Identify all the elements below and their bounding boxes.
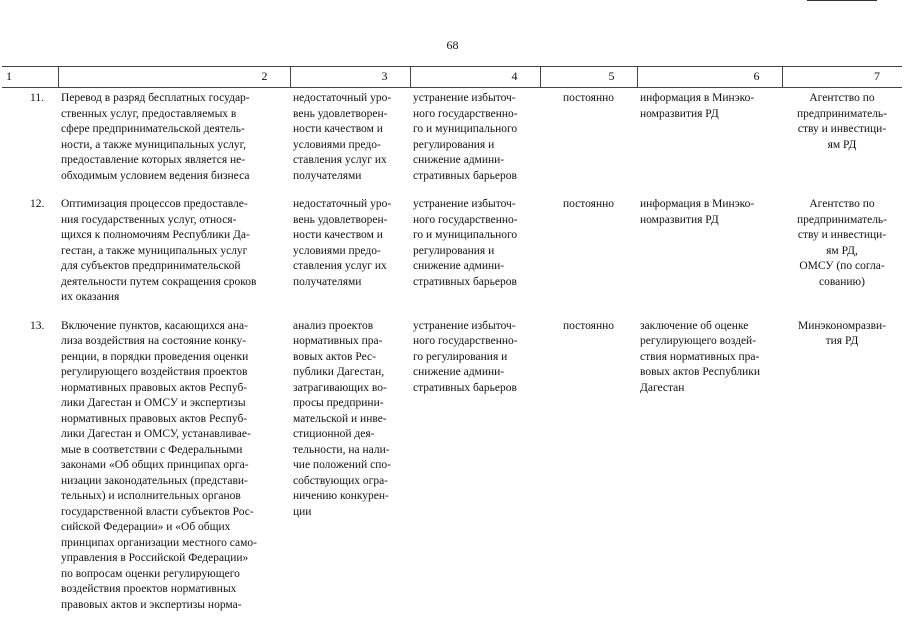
column-number-7: 7	[782, 67, 902, 88]
column-number-3: 3	[290, 67, 410, 88]
page-number: 68	[446, 38, 459, 52]
problem-text: недостаточный уро- вень удовлетворен- ности качеством и условиями предо- ставления услуг их получателями	[293, 92, 392, 182]
result-text: устранение избыточ- ного государственно- го регулирования и снижение админи- стративных барьеров	[413, 319, 518, 394]
table-row	[2, 88, 902, 195]
responsible-text: Агентство по предприниматель- ству и инвестици- ям РД	[796, 92, 888, 151]
table-row	[2, 194, 902, 316]
term-text: постоянно	[562, 198, 615, 210]
row-number: 13.	[30, 319, 45, 332]
column-number-6: 6	[637, 67, 782, 88]
top-rule	[807, 0, 877, 1]
problem-text: анализ проектов нормативных пра- вовых актов Рес- публики Дагестан, затрагивающих во- просы предприни- мательской и инве- стиционной дея- тельности, на нали- чие положений спо- собствующих огра- ничению конкурен- ции	[293, 319, 391, 518]
result-text: устранение избыточ- ного государственно- го и муниципального регулирования и снижение админи- стративных барьеров	[413, 198, 518, 288]
document-text: заключение об оценке регулирующего воздей- ствия нормативных пра- вовых актов Республики Дагестан	[640, 319, 761, 394]
table-row	[2, 316, 902, 624]
responsible-text: Минэкономразви- тия РД	[798, 319, 886, 347]
row-number: 11.	[30, 92, 44, 104]
term-text: постоянно	[562, 319, 615, 332]
column-number-5: 5	[540, 67, 637, 88]
document-text: информация в Минэко- номразвития РД	[640, 198, 755, 226]
result-text: устранение избыточ- ного государственно- го и муниципального регулирования и снижение админи- стративных барьеров	[413, 92, 518, 182]
problem-text: недостаточный уро- вень удовлетворен- ности качеством и условиями предо- ставления услуг их получателями	[293, 198, 392, 288]
document-text: информация в Минэко- номразвития РД	[640, 92, 755, 120]
measure-text: Оптимизация процессов предоставле- ния государственных услуг, относя- щихся к полномочиям Республики Да- гестан, а также муниципальных услуг для субъектов предпринимательской деятельности путем сокращения сроков их оказания	[61, 198, 257, 303]
column-number-2: 2	[58, 67, 290, 88]
column-numbers-row	[2, 67, 902, 88]
column-number-1: 1	[2, 67, 58, 88]
measure-text: Включение пунктов, касающихся ана- лиза воздействия на состояние конку- ренции, в порядки проведения оценки регулирующего воздействия проектов нормативных правовых актов Респуб- лики Дагестан и ОМСУ и экспертизы нормативных правовых актов Респуб- лики Дагестан и ОМСУ, устанавливае- мые в соответствии с Федеральными законами «Об общих принципах орга- низации законодательных (представи- тельных) и исполнительных органов государственной власти субъектов Рос- сийской Федерации» и «Об общих принципах организации местного само- управления в Российской Федерации» по вопросам оценки регулирующего воздействия проектов нормативных правовых актов и экспертизы норма-	[61, 319, 257, 611]
column-number-4: 4	[410, 67, 540, 88]
measure-text: Перевод в разряд бесплатных государ- ственных услуг, предоставляемых в сфере предпринимательской деятель- ности, а также муниципальных услуг, предоставление которых является не- обходимым условием ведения бизнеса	[61, 92, 250, 182]
row-number: 12.	[30, 198, 45, 210]
term-text: постоянно	[562, 92, 615, 104]
measures-table	[2, 66, 902, 623]
responsible-text: Агентство по предприниматель- ству и инвестици- ям РД, ОМСУ (по согла- сованию)	[796, 198, 888, 288]
